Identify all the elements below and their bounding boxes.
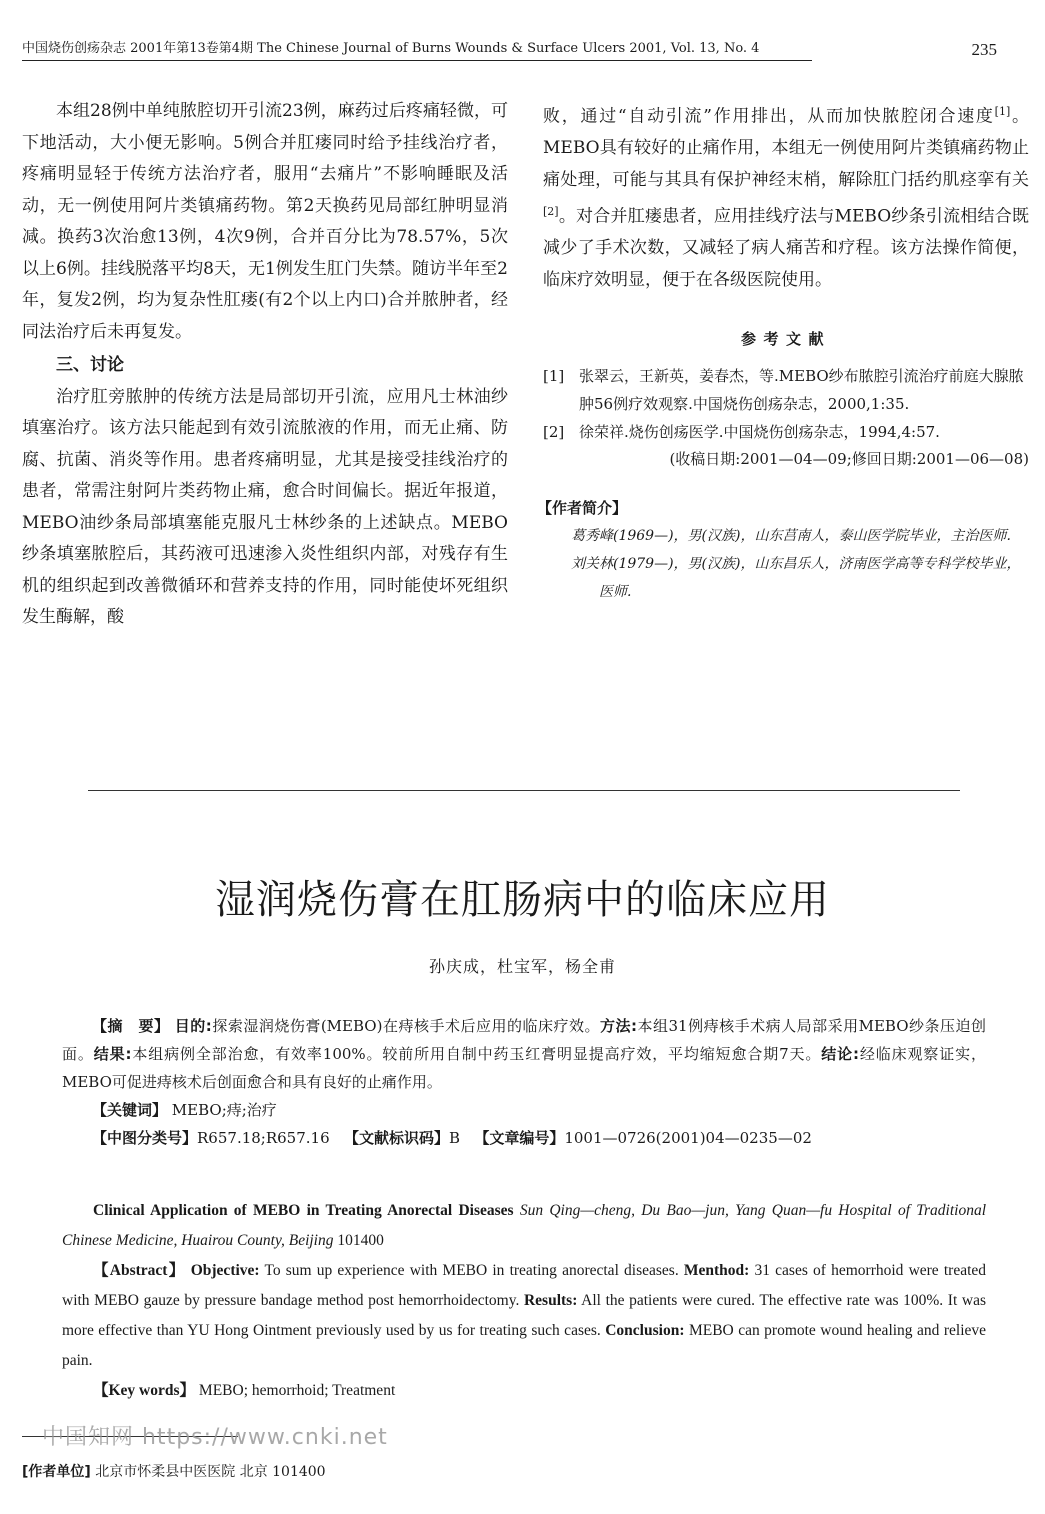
cnki-watermark: 中国知网 https://www.cnki.net: [42, 1425, 388, 1450]
abstract-label: 【摘 要】: [92, 1017, 170, 1035]
article-no-label: 【文章编号】: [474, 1129, 565, 1147]
english-method-label: Menthod:: [683, 1262, 750, 1279]
english-title-line: [62, 1196, 986, 1256]
english-authors: Sun Qing—cheng, Du Bao—jun, Yang Quan—fu Hospital of Traditional Chinese Medicine, Huairou County, Beijing: [62, 1202, 987, 1249]
results-paragraph: 本组28例中单纯脓腔切开引流23例，麻药过后疼痛轻微，可下地活动，大小便无影响。5例合并肛瘘同时给予挂线治疗者，疼痛明显轻于传统方法治疗者，服用“去痛片”不影响睡眠及活动，无一例使用阿片类镇痛药物。第2天换药见局部红肿明显消减。换药3次治愈13例，4次9例，合并百分比为78.57%，5次以上6例。挂线脱落平均8天，无1例发生肛门失禁。随访半年至2年，复发2例，均为复杂性肛瘘(有2个以上内口)合并脓肿者，经同法治疗后未再复发。: [22, 101, 508, 342]
right-column: [537, 96, 1029, 606]
citation-1[interactable]: [1]: [994, 105, 1011, 118]
discussion-paragraph: 治疗肛旁脓肿的传统方法是局部切开引流，应用凡士林油纱填塞治疗。该方法只能起到有效引流脓液的作用，而无止痛、防腐、抗菌、消炎等作用。患者疼痛明显，尤其是接受挂线治疗的患者，常需注射阿片类药物止痛，愈合时间偏长。据近年报道，MEBO油纱条局部填塞能克服凡士林纱条的上述缺点。MEBO纱条填塞脓腔后，其药液可迅速渗入炎性组织内部，对残存有生机的组织起到改善微循环和营养支持的作用，同时能使坏死组织发生酶解，酸: [22, 386, 508, 627]
english-postcode: 101400: [337, 1232, 384, 1249]
method-label: 方法:: [599, 1017, 637, 1035]
english-keywords-line: [62, 1376, 986, 1406]
clc-text: R657.18;R657.16: [197, 1129, 330, 1147]
english-keywords-label: 【Key words】: [93, 1382, 196, 1399]
received-dates: (收稿日期:2001—04—09;修回日期:2001—06—08): [669, 449, 1029, 468]
article-no-text: 1001—0726(2001)04—0235—02: [564, 1129, 812, 1147]
discussion-continuation: [543, 96, 1029, 296]
references-heading: 参考文献: [740, 330, 831, 349]
author-intro-item: 刘关林(1979—)，男(汉族)，山东昌乐人，济南医学高等专科学校毕业，医师.: [571, 555, 1021, 600]
article-divider: [88, 790, 960, 791]
affiliation-label: [作者单位]: [22, 1464, 91, 1480]
running-head: 中国烧伤创疡杂志 2001年第13卷第4期 The Chinese Journal of Burns Wounds & Surface Ulcers 2001, Vol. 13, No. 4: [22, 40, 812, 61]
conclusion-text: 经临床观察证实，MEBO可促进痔核术后创面愈合和具有良好的止痛作用。: [62, 1045, 987, 1091]
keywords-text: MEBO;痔;治疗: [171, 1101, 277, 1119]
english-title: Clinical Application of MEBO in Treating Anorectal Diseases: [93, 1202, 514, 1219]
page-number: 235: [971, 40, 997, 59]
discussion-heading: 三、讨论: [56, 355, 124, 375]
doc-code-text: B: [448, 1129, 460, 1147]
reference-item: [543, 418, 1029, 446]
objective-text: 探索湿润烧伤膏(MEBO)在痔核手术后应用的临床疗效。: [211, 1017, 600, 1035]
method-text: 本组31例痔核手术病人局部采用MEBO纱条压迫创面。: [62, 1017, 987, 1063]
citation-2[interactable]: [2]: [543, 205, 559, 219]
english-method: 31 cases of hemorrhoid were treated with MEBO gauze by pressure bandage method post hemorrhoidectomy.: [62, 1262, 987, 1309]
continuation-a: 败，通过“自动引流”作用排出，从而加快脓腔闭合速度: [543, 106, 995, 127]
reference-item: [543, 362, 1029, 418]
abstract-paragraph: [62, 1012, 986, 1096]
left-column: [22, 96, 508, 634]
english-abstract-label: 【Abstract】: [93, 1262, 186, 1279]
english-objective: To sum up experience with MEBO in treating anorectal diseases.: [264, 1262, 679, 1279]
english-results: All the patients were cured. The effective rate was 100%. It was more effective than YU Hong Ointment previously used by us for treating such cases.: [62, 1292, 986, 1339]
reference-text: 徐荣祥.烧伤创疡医学.中国烧伤创疡杂志，1994,4:57.: [579, 422, 940, 441]
chinese-abstract: [62, 1012, 986, 1152]
clc-label: 【中图分类号】: [92, 1129, 198, 1147]
continuation-b: 。MEBO具有较好的止痛作用，本组无一例使用阿片类镇痛药物止痛处理，可能与其具有保护神经末梢，解除肛门括约肌痉挛有关: [543, 106, 1029, 190]
english-results-label: Results:: [523, 1292, 578, 1309]
classification-line: [62, 1124, 986, 1152]
english-conclusion-label: Conclusion:: [605, 1322, 685, 1339]
english-keywords: MEBO; hemorrhoid; Treatment: [198, 1382, 396, 1399]
reference-text: 张翠云，王新英，姜春杰，等.MEBO纱布脓腔引流治疗前庭大腺脓肿56例疗效观察.中国烧伤创疡杂志，2000,1:35.: [579, 366, 1024, 413]
reference-number: [2]: [543, 422, 565, 441]
author-intro-item: 葛秀峰(1969—)，男(汉族)，山东莒南人，泰山医学院毕业，主治医师.: [571, 527, 1011, 544]
result-text: 本组病例全部治愈，有效率100%。较前所用自制中药玉红膏明显提高疗效，平均缩短愈合期7天。: [131, 1045, 822, 1063]
affiliation-text: 北京市怀柔县中医医院 北京 101400: [95, 1464, 326, 1480]
conclusion-label: 结论:: [821, 1045, 860, 1063]
author-intro-heading: 【作者简介】: [537, 498, 628, 517]
keywords-line: [62, 1096, 986, 1124]
doc-code-label: 【文献标识码】: [343, 1129, 449, 1147]
english-conclusion: MEBO can promote wound healing and relieve pain.: [62, 1322, 987, 1369]
article-title: 湿润烧伤膏在肛肠病中的临床应用: [215, 877, 830, 923]
result-label: 结果:: [93, 1045, 132, 1063]
article-authors: 孙庆成，杜宝军，杨全甫: [428, 957, 616, 976]
continuation-c: 。对合并肛瘘患者，应用挂线疗法与MEBO纱条引流相结合既减少了手术次数，又减轻了病人痛苦和疗程。该方法操作简便，临床疗效明显，便于在各级医院使用。: [543, 206, 1029, 290]
author-affiliation-footnote: [22, 1462, 722, 1482]
keywords-label: 【关键词】: [92, 1101, 168, 1119]
english-abstract: [62, 1196, 986, 1406]
english-objective-label: Objective:: [190, 1262, 260, 1279]
english-abstract-paragraph: [62, 1256, 986, 1376]
objective-label: 目的:: [174, 1017, 212, 1035]
reference-number: [1]: [543, 366, 565, 385]
